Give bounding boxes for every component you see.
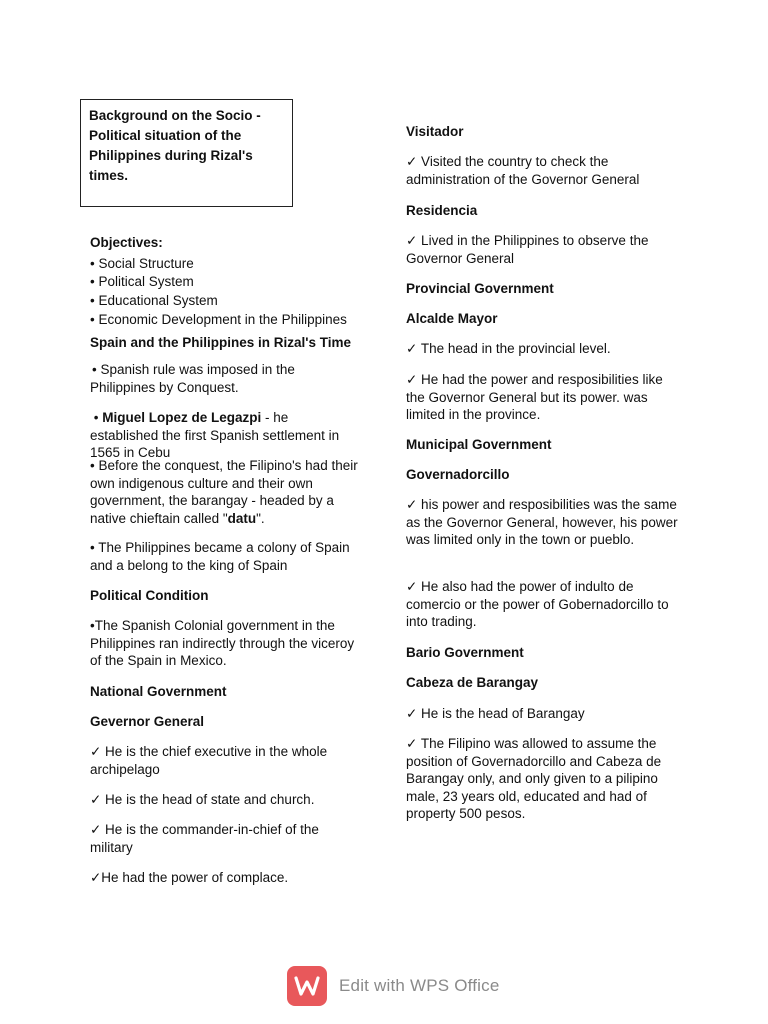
gg-heading: Gevernor General <box>90 714 205 729</box>
gg-item: ✓ He is the commander-in-chief of the military <box>90 822 319 855</box>
gg-item: ✓ He is the head of state and church. <box>90 792 315 807</box>
title-line: Political situation of the <box>89 128 242 143</box>
paragraph: •The Spanish Colonial government in the Philippines ran indirectly through the viceroy of the Spain in Mexico. <box>90 618 355 668</box>
datu-term: datu <box>227 510 257 526</box>
provincial-heading: Provincial Government <box>406 281 554 296</box>
objective-item: • Educational System <box>90 293 218 308</box>
conquest-text: • Before the conquest, the Filipino's had their own indigenous culture and their own government, the barangay - headed by a native chieftain called " <box>90 458 358 526</box>
wps-watermark[interactable] <box>287 965 500 1007</box>
national-heading: National Government <box>90 684 227 699</box>
paragraph: ✓ He is the head of Barangay <box>406 706 585 721</box>
paragraph: ✓ Visited the country to check the administration of the Governor General <box>406 154 640 187</box>
legazpi-text: - he established the first Spanish settlement in 1565 in Cebu <box>90 410 340 460</box>
municipal-heading: Municipal Government <box>406 437 552 452</box>
residencia-heading: Residencia <box>406 203 478 218</box>
objective-item: • Social Structure <box>90 256 194 271</box>
paragraph: • Miguel Lopez de Legazpi - he established the first Spanish settlement in 1565 in Cebu <box>90 410 340 460</box>
objectives-heading: Objectives: <box>90 235 163 250</box>
paragraph: ✓ his power and resposibilities was the same as the Governor General, however, his power was limited only in the town or pueblo. <box>406 497 678 547</box>
cabeza-heading: Cabeza de Barangay <box>406 675 539 690</box>
visitador-heading: Visitador <box>406 124 464 139</box>
title-line: Philippines during Rizal's <box>89 148 253 163</box>
spain-heading: Spain and the Philippines in Rizal's Time <box>90 335 352 350</box>
bario-heading: Bario Government <box>406 645 524 660</box>
paragraph: • The Philippines became a colony of Spain and a belong to the king of Spain <box>90 540 350 573</box>
paragraph: ✓ The head in the provincial level. <box>406 341 611 356</box>
paragraph: ✓ He also had the power of indulto de comercio or the power of Gobernadorcillo to into trading. <box>406 579 669 629</box>
objective-item: • Political System <box>90 274 194 289</box>
conquest-text-end: ". <box>256 510 265 526</box>
title-box <box>80 99 293 207</box>
paragraph: ✓ Lived in the Philippines to observe the Governor General <box>406 233 649 266</box>
gg-item: ✓He had the power of complace. <box>90 870 289 885</box>
objective-item: • Economic Development in the Philippines <box>90 312 347 327</box>
paragraph: ✓ He had the power and resposibilities like the Governor General but its power. was limited in the province. <box>406 372 663 422</box>
legazpi-name: Miguel Lopez de Legazpi <box>102 410 262 425</box>
political-heading: Political Condition <box>90 588 209 603</box>
governadorcillo-heading: Governadorcillo <box>406 467 510 482</box>
wps-logo-icon <box>287 966 327 1006</box>
paragraph: ✓ The Filipino was allowed to assume the position of Governadorcillo and Cabeza de Barangay only, and only given to a pilipino male, 23 years old, educated and had of property 500 pesos. <box>406 736 662 821</box>
alcalde-heading: Alcalde Mayor <box>406 311 498 326</box>
gg-item: ✓ He is the chief executive in the whole archipelago <box>90 744 328 777</box>
paragraph <box>90 457 358 527</box>
paragraph: • Spanish rule was imposed in the Philippines by Conquest. <box>90 362 295 395</box>
title-line: times. <box>89 168 129 183</box>
watermark-text: Edit with WPS Office <box>339 976 500 995</box>
title-line: Background on the Socio - <box>89 108 261 123</box>
